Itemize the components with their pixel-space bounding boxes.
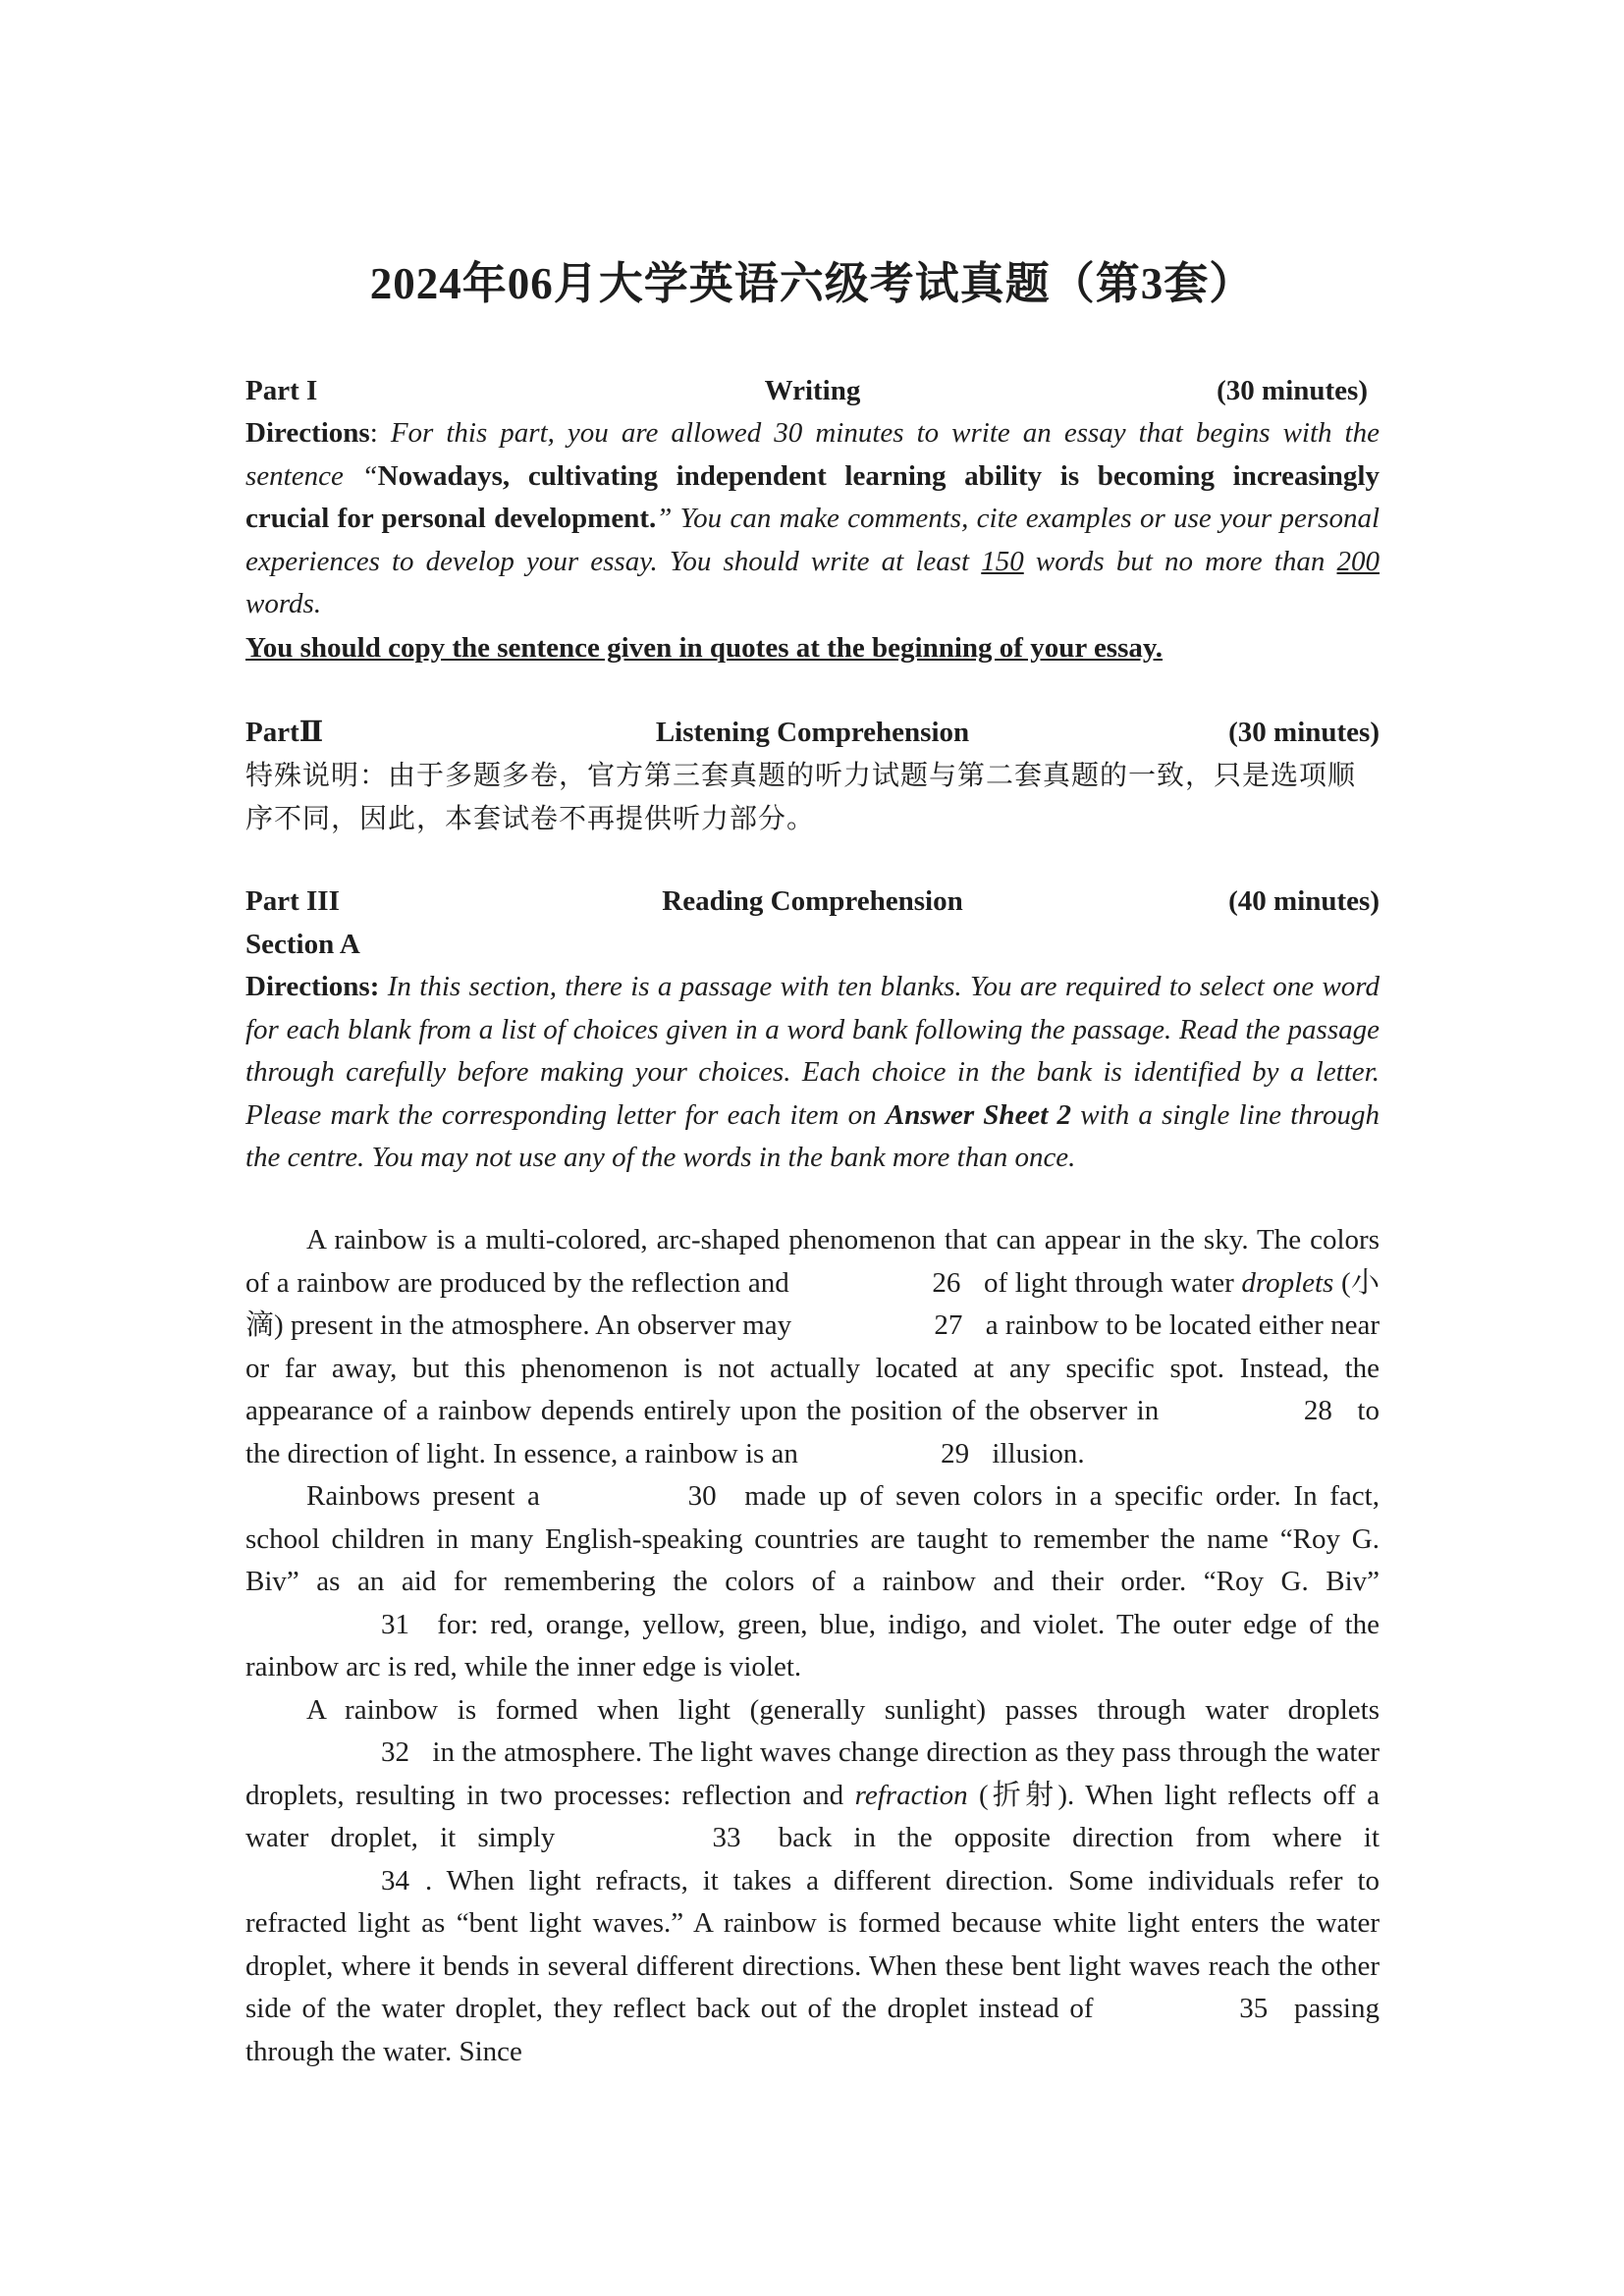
part-3-reading xyxy=(245,880,1380,1180)
page-title: 2024年06月大学英语六级考试真题（第3套） xyxy=(369,259,1255,308)
answer-sheet-ref: Answer Sheet 2 xyxy=(885,1098,1072,1131)
min-words: 150 xyxy=(981,545,1024,577)
part-3-label: Part III xyxy=(245,885,340,917)
blank-32[interactable]: 32 xyxy=(381,1736,409,1768)
passage-paragraph-2: Rainbows present a 30 made up of seven colors in a specific order. In fact, school children in many English-speaking countries are taught to remember the name “Roy G. Biv” as an aid for remembering the colors of a rainbow and their order. “Roy G. Biv” 31 for: red, orange, yellow, green, blue, indigo, and violet. The outer edge of the rainbow arc is red, while the inner edge is violet. xyxy=(245,1475,1380,1689)
part-1-header xyxy=(245,369,1380,412)
part-1-time: (30 minutes) xyxy=(1217,375,1368,406)
blank-28[interactable]: 28 xyxy=(1303,1395,1332,1426)
part-2-time: (30 minutes) xyxy=(1228,717,1380,748)
blank-30[interactable]: 30 xyxy=(687,1480,717,1512)
section-a-label: Section A xyxy=(245,929,360,960)
rainbow-passage xyxy=(245,1219,1380,2073)
part-1-name: Writing xyxy=(764,375,861,406)
part-3-name: Reading Comprehension xyxy=(662,885,963,917)
directions-label: Directions xyxy=(245,417,370,449)
copy-sentence-note: You should copy the sentence given in quotes at the beginning of your essay. xyxy=(245,631,1164,664)
part-1-directions: Directions: For this part, you are allowed 30 minutes to write an essay that begins with the sentence “Nowadays, cultivating independent learning ability is becoming increasingly crucial for personal development.” You can make comments, cite examples or use your personal experiences to develop your essay. You should write at least 150 words but no more than 200 words. xyxy=(245,417,1380,619)
section-a-directions: Directions: In this section, there is a passage with ten blanks. You are required to select one word for each blank from a list of choices given in a word bank following the passage. Read the passage through carefully before making your choices. Each choice in the bank is identified by a letter. Please mark the corresponding letter for each item on Answer Sheet 2 with a single line through the centre. You may not use any of the words in the bank more than once. xyxy=(245,971,1380,1173)
blank-33[interactable]: 33 xyxy=(712,1822,741,1853)
passage-paragraph-1: A rainbow is a multi-colored, arc-shaped phenomenon that can appear in the sky. The colors of a rainbow are produced by the reflection and 26 of light through water droplets (小滴) present in the atmosphere. An observer may 27 a rainbow to be located either near or far away, but this phenomenon is not actually located at any specific spot. Instead, the appearance of a rainbow depends entirely upon the position of the observer in 28 to the direction of light. In essence, a rainbow is an 29 illusion. xyxy=(245,1219,1380,1475)
part-2-label: PartⅡ xyxy=(245,717,324,748)
blank-26[interactable]: 26 xyxy=(932,1266,961,1299)
blank-34[interactable]: 34 xyxy=(381,1864,409,1896)
part-1-writing xyxy=(245,369,1380,669)
blank-29[interactable]: 29 xyxy=(941,1437,970,1469)
part-2-special-note: 特殊说明：由于多题多卷，官方第三套真题的听力试题与第二套真题的一致，只是选项顺序不同，因此，本套试卷不再提供听力部分。 xyxy=(245,759,1357,834)
blank-27[interactable]: 27 xyxy=(934,1309,963,1341)
part-2-header xyxy=(245,711,1380,754)
part-2-listening xyxy=(245,711,1380,839)
blank-31[interactable]: 31 xyxy=(381,1608,409,1640)
passage-paragraph-3: A rainbow is formed when light (generally sunlight) passes through water droplets 32 in the atmosphere. The light waves change direction as they pass through the water droplets, resulting in two processes: reflection and refraction (折射). When light reflects off a water droplet, it simply 33 back in the opposite direction from where it 34 . When light refracts, it takes a different direction. Some individuals refer to refracted light as “bent light waves.” A rainbow is formed because white light enters the water droplet, where it bends in several different directions. When these bent light waves reach the other side of the water droplet, they reflect back out of the droplet instead of 35 passing through the water. Since xyxy=(245,1693,1380,2067)
part-3-header xyxy=(245,880,1380,923)
part-1-label: Part I xyxy=(245,375,318,406)
part-3-time: (40 minutes) xyxy=(1228,885,1380,917)
essay-opening-sentence: Nowadays, cultivating independent learning ability is becoming increasingly crucial for personal development. xyxy=(245,459,1380,534)
blank-35[interactable]: 35 xyxy=(1239,1993,1269,2024)
part-2-name: Listening Comprehension xyxy=(655,717,970,748)
max-words: 200 xyxy=(1336,545,1380,577)
